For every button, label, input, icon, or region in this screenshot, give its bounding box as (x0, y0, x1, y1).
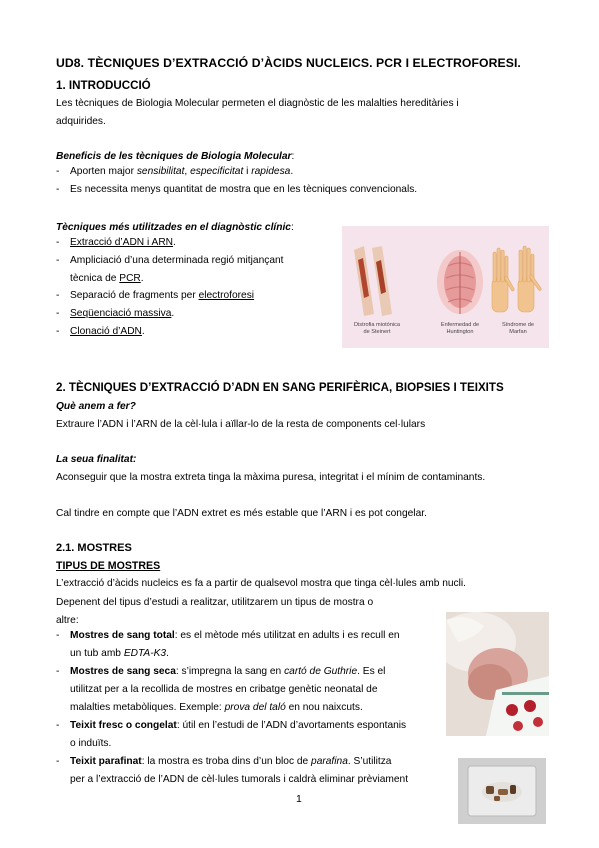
subheading-tipus: TIPUS DE MOSTRES (56, 560, 161, 572)
aim-text: Aconseguir que la mostra extreta tinga la màxima puresa, integritat i el mínim de contaminants. (56, 472, 486, 483)
bullet-dash: - (56, 255, 60, 266)
bullet-dash: - (56, 630, 60, 641)
document-title: UD8. TÈCNIQUES D’EXTRACCIÓ D’ÀCIDS NUCLEICS. PCR I ELECTROFORESI. (56, 56, 521, 70)
guthrie-card-photo (446, 612, 549, 736)
paraffin-block-photo (458, 758, 546, 824)
genetic-diseases-image (342, 226, 549, 348)
sample-item-4-cont: per a l’extracció de l’ADN de cèl·lules tumorals i caldrà eliminar prèviament (70, 774, 409, 785)
caption-marfan: Síndrome de Marfan (501, 322, 535, 335)
benefit-item-2: Es necessita menys quantitat de mostra que en les tècniques convencionals. (70, 184, 418, 195)
technique-item-4: Seqüenciació massiva. (70, 308, 175, 319)
what-text: Extraure l’ADN i l’ARN de la cèl·lula i aïllar-lo de la resta de components cel·lulars (56, 419, 426, 430)
sample-item-3: Teixit fresc o congelat: útil en l’estudi de l’ADN d’avortaments espontanis (70, 720, 407, 731)
bullet-dash: - (56, 290, 60, 301)
muscle-illustration (354, 246, 392, 316)
benefit-item-1: Aporten major sensibilitat, especificitat i rapidesa. (70, 166, 294, 177)
bullet-dash: - (56, 326, 60, 337)
intro-line-1: Les tècniques de Biologia Molecular permeten el diagnòstic de les malalties hereditàries i (56, 98, 459, 109)
link-extraccio[interactable]: Extracció d’ADN i ARN (70, 237, 174, 248)
hands-illustration (492, 246, 542, 312)
bullet-dash: - (56, 720, 60, 731)
sample-item-2-cont2: malalties metabòliques. Exemple: prova del taló en nou naixcuts. (70, 702, 363, 713)
paraffin-block-illustration (458, 758, 546, 824)
sample-item-2: Mostres de sang seca: s’impregna la sang en cartó de Guthrie. Es el (70, 666, 386, 677)
bullet-dash: - (56, 166, 60, 177)
caption-steinert: Distrofia miotónica de Steinert (353, 322, 400, 335)
what-label: Què anem a fer? (56, 401, 136, 412)
mostres-line-1: L’extracció d’àcids nucleics es fa a partir de qualsevol mostra que tinga cèl·lules amb nucli. (56, 578, 466, 589)
benefits-heading: Beneficis de les tècniques de Biologia Molecular: (56, 151, 295, 162)
link-electroforesi[interactable]: electroforesi (198, 290, 255, 301)
technique-item-2-cont: tècnica de PCR. (70, 273, 144, 284)
heel-prick-illustration (446, 612, 549, 736)
sample-item-4: Teixit parafinat: la mostra es troba dins d’un bloc de parafina. S’utilitza (70, 756, 392, 767)
technique-item-2: Ampliciació d’una determinada regió mitjançant (70, 255, 284, 266)
section-heading-mostres: 2.1. MOSTRES (56, 542, 132, 554)
sample-item-3-cont: o induïts. (70, 738, 112, 749)
section-heading-introduccio: 1. INTRODUCCIÓ (56, 79, 151, 92)
section-heading-extraccio: 2. TÈCNIQUES D’EXTRACCIÓ D’ADN EN SANG PERIFÈRICA, BIOPSIES I TEIXITS (56, 381, 504, 394)
techniques-heading: Tècniques més utilitzades en el diagnòstic clínic: (56, 222, 294, 233)
bullet-dash: - (56, 184, 60, 195)
dna-note: Cal tindre en compte que l’ADN extret es més estable que l’ARN i es pot congelar. (56, 508, 427, 519)
technique-item-5: Clonació d’ADN. (70, 326, 145, 337)
caption-huntington: Enfermedad de Huntington (440, 322, 480, 335)
bullet-dash: - (56, 756, 60, 767)
link-sequenciacio[interactable]: Seqüenciació massiva (70, 308, 172, 319)
sample-item-1: Mostres de sang total: es el mètode més utilitzat en adults i es recull en (70, 630, 400, 641)
intro-line-2: adquirides. (56, 116, 106, 127)
link-pcr[interactable]: PCR (119, 273, 141, 284)
technique-item-3: Separació de fragments per electroforesi (70, 290, 255, 301)
bullet-dash: - (56, 237, 60, 248)
link-clonacio[interactable]: Clonació d’ADN (70, 326, 142, 337)
mostres-line-3: altre: (56, 615, 79, 626)
technique-item-1: Extracció d’ADN i ARN. (70, 237, 176, 248)
brain-illustration (437, 250, 483, 314)
sample-item-1-cont: un tub amb EDTA-K3. (70, 648, 169, 659)
mostres-line-2: Depenent del tipus d’estudi a realitzar, utilitzarem un tipus de mostra o (56, 597, 374, 608)
bullet-dash: - (56, 308, 60, 319)
page-number: 1 (296, 793, 302, 805)
sample-item-2-cont: utilitzat per a la recollida de mostres en cribatge genètic neonatal de (70, 684, 378, 695)
aim-label: La seua finalitat: (56, 454, 137, 465)
bullet-dash: - (56, 666, 60, 677)
